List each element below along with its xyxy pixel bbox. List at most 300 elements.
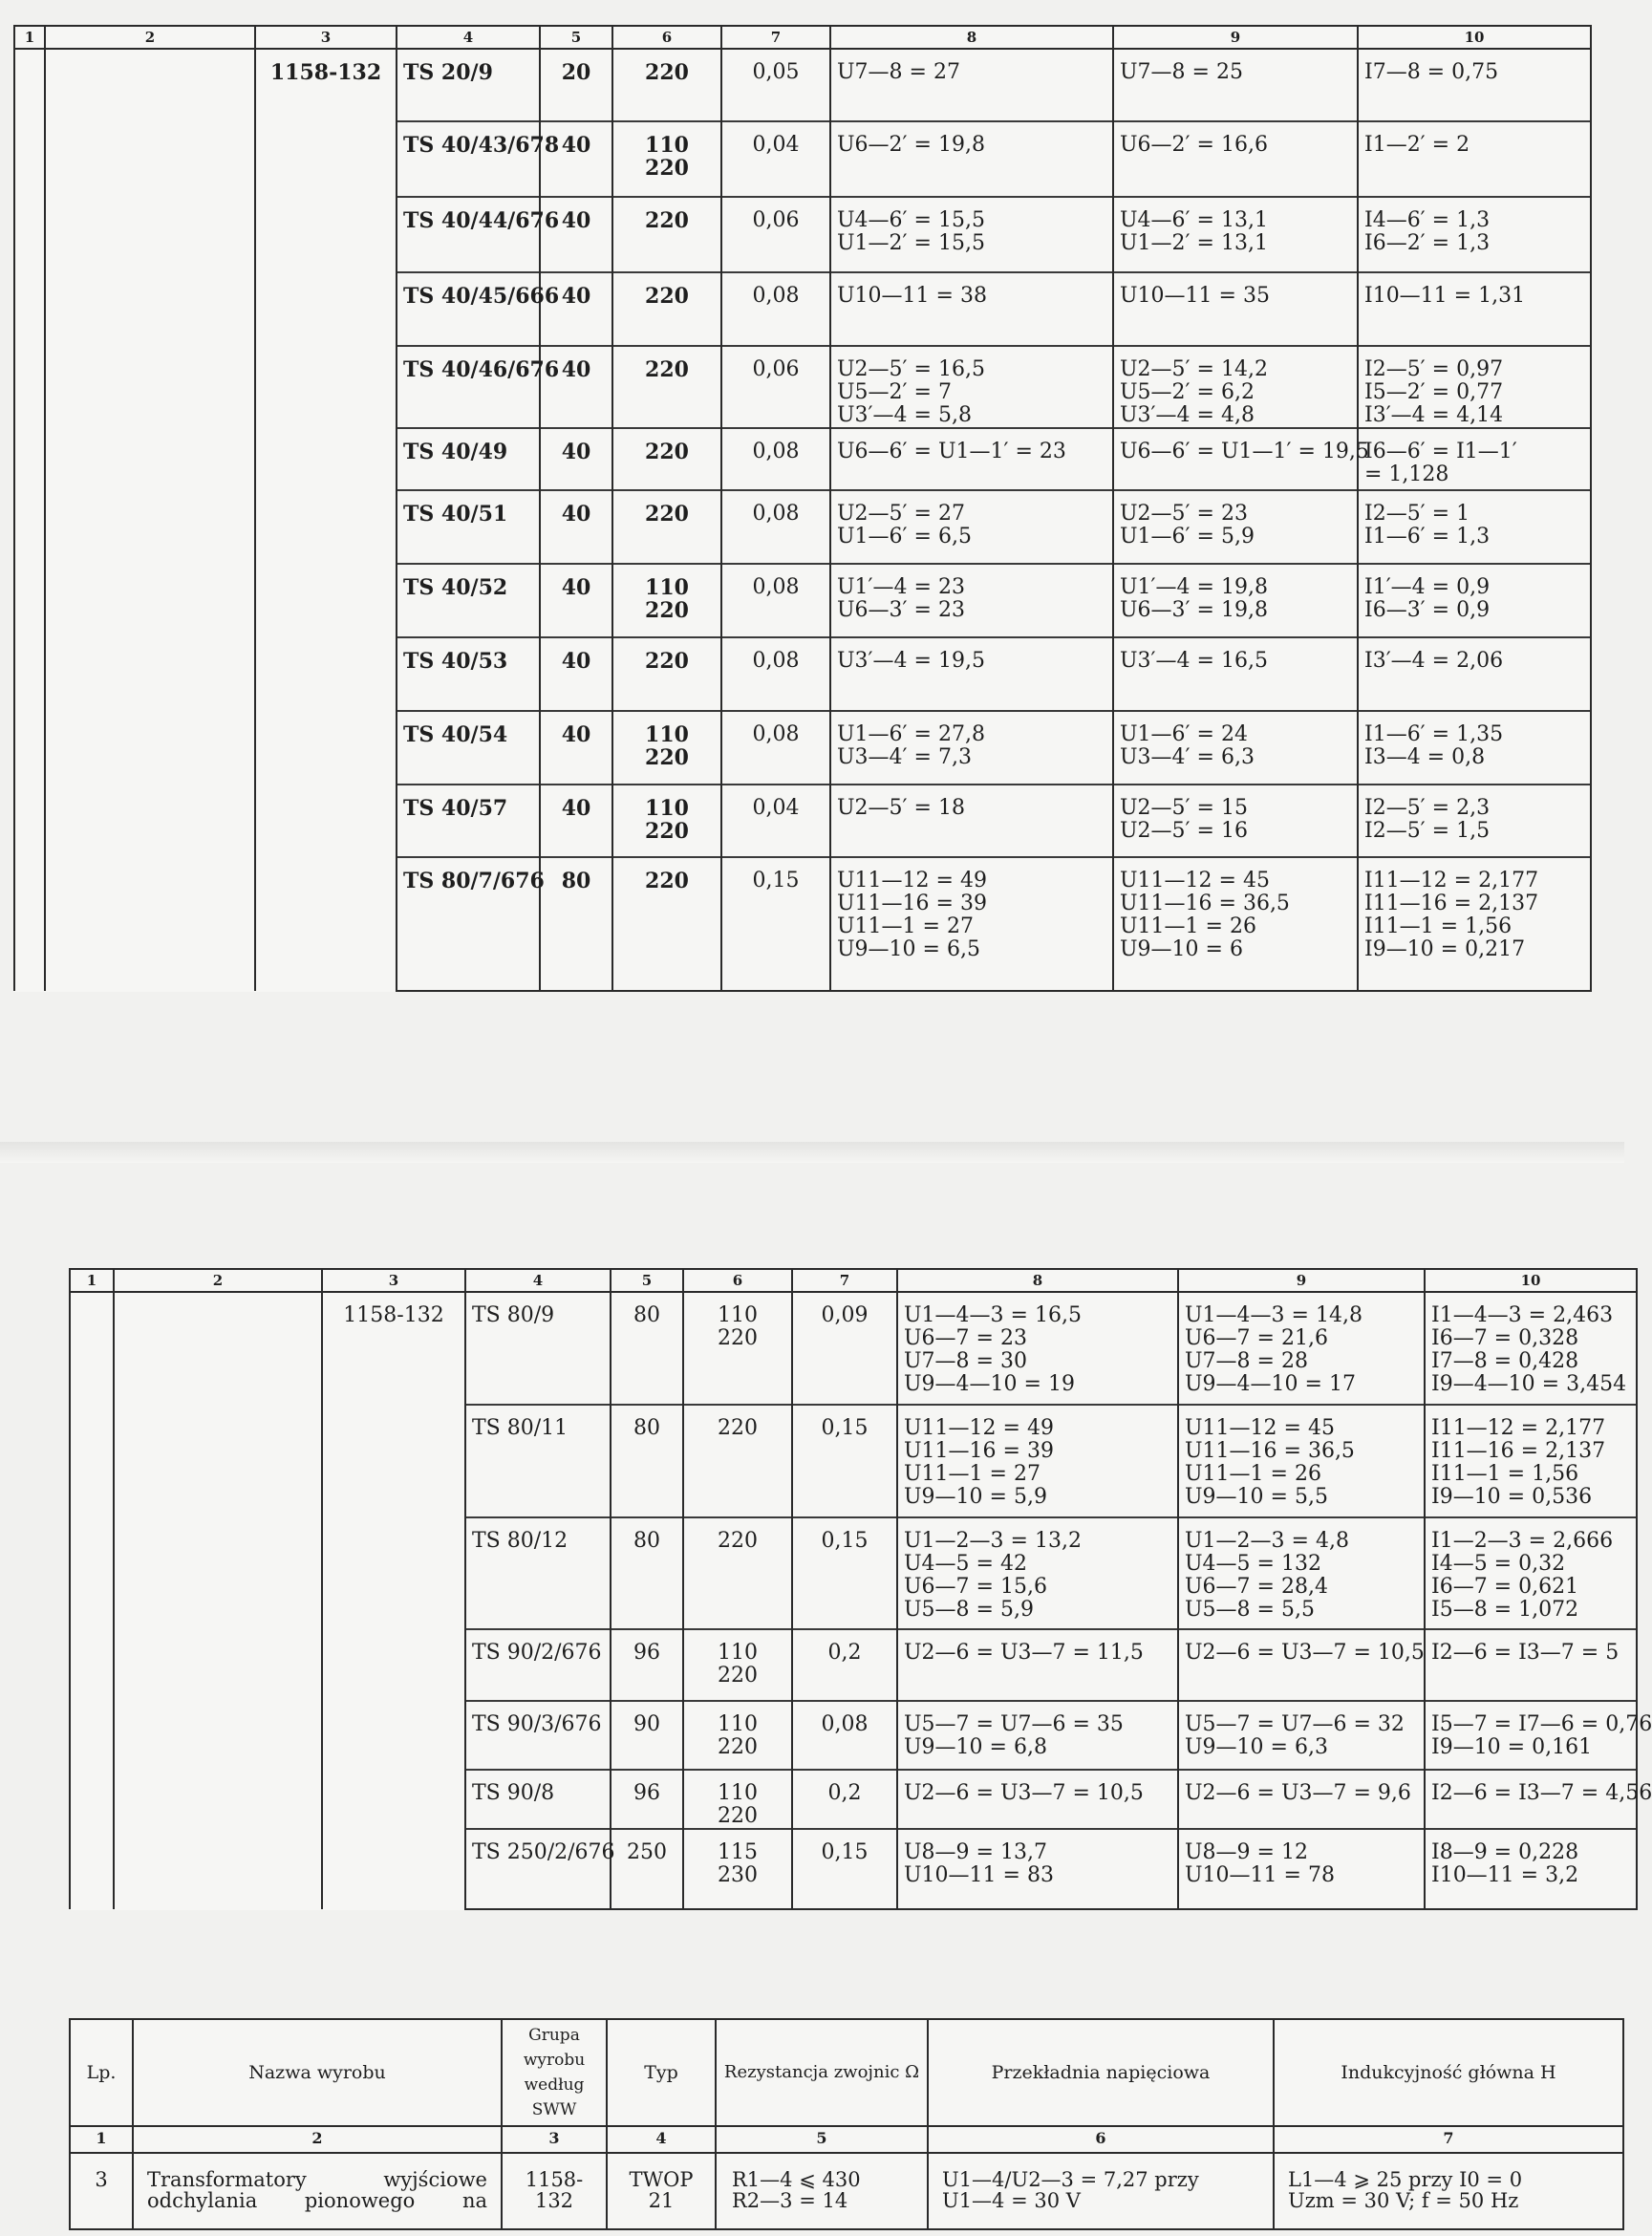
voltage-line: 220 [645,649,689,674]
merged-cell [45,49,255,991]
merged-cell [14,49,45,991]
column-number: 8 [897,1269,1178,1292]
rated-currents [1358,49,1591,121]
voltage-formula: U1—4—3 = 14,8 [1185,1303,1362,1327]
voltage-formula: U2—5′ = 15 [1120,796,1248,820]
column-number: 7 [721,26,830,49]
voltage-line: 220 [718,1416,758,1440]
transformer-type: TS 80/7/676 [397,857,540,991]
winding-resistance: 0,04 [721,121,830,197]
voltage-line: 220 [645,284,689,309]
merged-cell [114,1292,322,1909]
power-value: 80 [611,1405,683,1517]
row-voltage-ratio [928,2153,1274,2229]
voltage-line: 220 [645,502,689,527]
voltage-line: 110 [718,1781,758,1805]
voltage-formula: U1′—4 = 19,8 [1120,575,1268,599]
current-formula: I6—3′ = 0,9 [1364,598,1491,622]
product-group-cell: 1158-132 [255,49,397,991]
current-formula: I10—11 = 1,31 [1364,284,1526,308]
power-value: 250 [611,1829,683,1909]
transformer-type: TS 20/9 [397,49,540,121]
power-value: 40 [540,121,612,197]
rated-currents [1358,272,1591,346]
rated-currents [1358,857,1591,991]
no-load-voltages [830,121,1113,197]
voltage-formula: U1—6′ = 6,5 [837,525,972,548]
winding-resistance: 0,04 [721,785,830,857]
voltage-formula: U4—5 = 42 [904,1552,1027,1576]
no-load-voltages [897,1517,1178,1629]
load-voltages [1113,272,1358,346]
voltage-formula: U10—11 = 38 [837,284,987,308]
header-resistance: Rezystancja zwojnic Ω [716,2019,928,2126]
voltage-line: 220 [718,1735,758,1759]
voltage-formula: U11—1 = 27 [904,1462,1041,1486]
no-load-voltages [830,272,1113,346]
current-formula: I1—4—3 = 2,463 [1431,1303,1614,1327]
voltage-formula: U10—11 = 35 [1120,284,1270,308]
transformer-type: TS 40/46/676 [397,346,540,428]
supply-voltage [612,637,721,711]
voltage-formula: U11—16 = 36,5 [1120,892,1290,915]
voltage-line: 110 [645,575,689,600]
header-product-name: Nazwa wyrobu [133,2019,502,2126]
type-line: 21 [648,2189,675,2212]
voltage-formula: U1—2′ = 15,5 [837,231,985,255]
voltage-formula: U6—3′ = 19,8 [1120,598,1268,622]
header-type: Typ [607,2019,716,2126]
inductance-line: Uzm = 30 V; f = 50 Hz [1288,2189,1519,2212]
voltage-formula: U2—6 = U3—7 = 10,5 [1185,1641,1425,1665]
voltage-line: 220 [645,60,689,85]
voltage-formula: U5—8 = 5,5 [1185,1598,1315,1622]
voltage-formula: U2—6 = U3—7 = 11,5 [904,1641,1144,1665]
product-name-line: Transformatory wyjściowe [147,2168,487,2191]
transformer-type: TS 40/44/676 [397,197,540,272]
supply-voltage [612,711,721,785]
no-load-voltages [897,1292,1178,1405]
rated-currents [1358,564,1591,637]
winding-resistance: 0,15 [792,1517,897,1629]
transformer-type: TS 40/45/666 [397,272,540,346]
transformer-type: TS 80/12 [465,1517,611,1629]
winding-resistance: 0,08 [721,428,830,490]
resistance-line: R1—4 ⩽ 430 [732,2168,861,2191]
current-formula: = 1,128 [1364,462,1449,486]
voltage-formula: U7—8 = 27 [837,60,960,84]
load-voltages [1113,490,1358,564]
voltage-formula: U10—11 = 83 [904,1863,1054,1887]
load-voltages [1113,857,1358,991]
power-value: 96 [611,1629,683,1701]
voltage-formula: U9—4—10 = 17 [1185,1372,1356,1396]
current-formula: I5—8 = 1,072 [1431,1598,1579,1622]
power-value: 40 [540,637,612,711]
voltage-formula: U9—4—10 = 19 [904,1372,1075,1396]
voltage-formula: U6—6′ = U1—1′ = 19,5 [1120,440,1369,463]
voltage-line: 220 [718,1529,758,1553]
current-formula: I5—2′ = 0,77 [1364,380,1504,404]
winding-resistance: 0,08 [721,711,830,785]
voltage-formula: U7—8 = 28 [1185,1349,1308,1373]
voltage-line: 220 [718,1804,758,1828]
winding-resistance: 0,06 [721,197,830,272]
supply-voltage [612,490,721,564]
winding-resistance: 0,06 [721,346,830,428]
voltage-line: 220 [718,1326,758,1350]
voltage-formula: U11—1 = 26 [1185,1462,1321,1486]
transformer-type: TS 40/57 [397,785,540,857]
winding-resistance: 0,08 [721,564,830,637]
current-formula: I11—16 = 2,137 [1364,892,1539,915]
voltage-line: 220 [645,357,689,382]
voltage-formula: U3—4′ = 7,3 [837,745,972,769]
voltage-formula: U3—4′ = 6,3 [1120,745,1255,769]
type-line: TWOP [629,2168,694,2191]
header-product-group: Grupa wyrobu według SWW [502,2019,607,2126]
current-formula: I7—8 = 0,75 [1364,60,1499,84]
voltage-formula: U1—2—3 = 13,2 [904,1529,1082,1553]
current-formula: I11—16 = 2,137 [1431,1439,1606,1463]
rated-currents [1358,711,1591,785]
power-value: 40 [540,711,612,785]
footer-col-number: 1 [70,2126,133,2153]
current-formula: I6—6′ = I1—1′ [1364,440,1517,463]
voltage-formula: U1—2′ = 13,1 [1120,231,1268,255]
voltage-formula: U2—5′ = 18 [837,796,965,820]
transformer-type: TS 40/43/678 [397,121,540,197]
column-number: 2 [114,1269,322,1292]
voltage-formula: U1—6′ = 24 [1120,722,1248,746]
power-value: 96 [611,1770,683,1829]
resistance-line: R2—3 = 14 [732,2189,848,2212]
column-number: 4 [465,1269,611,1292]
current-formula: I1—6′ = 1,3 [1364,525,1491,548]
current-formula: I1′—4 = 0,9 [1364,575,1491,599]
top-transformer-table [13,25,1592,992]
column-number: 3 [322,1269,465,1292]
load-voltages [1178,1405,1425,1517]
column-number: 3 [255,26,397,49]
voltage-formula: U6—7 = 23 [904,1326,1027,1350]
supply-voltage [612,857,721,991]
column-number: 5 [540,26,612,49]
voltage-line: 110 [645,133,689,158]
current-formula: I9—10 = 0,536 [1431,1485,1593,1509]
load-voltages [1178,1701,1425,1770]
no-load-voltages [830,637,1113,711]
voltage-formula: U9—10 = 6,3 [1185,1735,1328,1759]
winding-resistance: 0,2 [792,1629,897,1701]
supply-voltage [612,272,721,346]
voltage-formula: U2—5′ = 14,2 [1120,357,1268,381]
load-voltages [1113,346,1358,428]
transformer-type: TS 40/49 [397,428,540,490]
current-formula: I1—6′ = 1,35 [1364,722,1504,746]
no-load-voltages [830,346,1113,428]
footer-col-number: 5 [716,2126,928,2153]
header-voltage-ratio: Przekładnia napięciowa [928,2019,1274,2126]
no-load-voltages [830,711,1113,785]
voltage-formula: U6—7 = 15,6 [904,1575,1047,1599]
supply-voltage [683,1405,792,1517]
footer-col-number: 6 [928,2126,1274,2153]
row-lp: 3 [70,2153,133,2229]
footer-col-number: 2 [133,2126,502,2153]
transformer-type: TS 90/8 [465,1770,611,1829]
transformer-type: TS 40/53 [397,637,540,711]
column-number: 6 [683,1269,792,1292]
voltage-formula: U11—1 = 26 [1120,914,1256,938]
power-value: 40 [540,272,612,346]
column-number: 1 [70,1269,114,1292]
no-load-voltages [830,197,1113,272]
voltage-formula: U5—7 = U7—6 = 32 [1185,1712,1405,1736]
voltage-formula: U11—12 = 45 [1185,1416,1335,1440]
no-load-voltages [897,1701,1178,1770]
rated-currents [1425,1292,1637,1405]
load-voltages [1178,1517,1425,1629]
voltage-formula: U4—6′ = 15,5 [837,208,985,232]
voltage-formula: U10—11 = 78 [1185,1863,1335,1887]
voltage-formula: U11—16 = 39 [904,1439,1054,1463]
current-formula: I1—2′ = 2 [1364,133,1470,157]
column-number: 9 [1178,1269,1425,1292]
voltage-formula: U11—12 = 45 [1120,869,1270,892]
footer-col-number: 4 [607,2126,716,2153]
voltage-formula: U2—6 = U3—7 = 9,6 [1185,1781,1411,1805]
column-number: 2 [45,26,255,49]
column-number: 4 [397,26,540,49]
current-formula: I6—2′ = 1,3 [1364,231,1491,255]
current-formula: I11—12 = 2,177 [1431,1416,1606,1440]
current-formula: I6—7 = 0,328 [1431,1326,1579,1350]
rated-currents [1425,1829,1637,1909]
rated-currents [1358,197,1591,272]
ratio-line: U1—4/U2—3 = 7,27 przy [942,2168,1199,2191]
voltage-formula: U6—7 = 28,4 [1185,1575,1328,1599]
voltage-formula: U3′—4 = 5,8 [837,403,972,427]
bottom-transformer-table [69,1268,1652,1910]
load-voltages [1113,197,1358,272]
rated-currents [1425,1770,1652,1829]
header-inductance: Indukcyjność główna H [1274,2019,1623,2126]
voltage-formula: U9—10 = 6,8 [904,1735,1047,1759]
voltage-formula: U2—5′ = 16 [1120,819,1248,843]
voltage-formula: U7—8 = 25 [1120,60,1243,84]
power-value: 80 [611,1517,683,1629]
load-voltages [1178,1770,1425,1829]
supply-voltage [612,428,721,490]
voltage-line: 220 [645,745,689,770]
voltage-formula: U5—2′ = 6,2 [1120,380,1255,404]
voltage-formula: U3′—4 = 4,8 [1120,403,1255,427]
transformer-type: TS 80/9 [465,1292,611,1405]
voltage-line: 220 [645,819,689,844]
voltage-formula: U6—2′ = 16,6 [1120,133,1268,157]
load-voltages [1113,637,1358,711]
voltage-line: 220 [645,208,689,233]
winding-resistance: 0,09 [792,1292,897,1405]
voltage-formula: U11—16 = 36,5 [1185,1439,1355,1463]
current-formula: I9—4—10 = 3,454 [1431,1372,1627,1396]
voltage-line: 110 [718,1641,758,1665]
supply-voltage [612,197,721,272]
rated-currents [1358,428,1591,490]
no-load-voltages [830,490,1113,564]
column-number: 5 [611,1269,683,1292]
current-formula: I2—5′ = 0,97 [1364,357,1504,381]
voltage-formula: U6—3′ = 23 [837,598,965,622]
voltage-line: 220 [645,440,689,464]
current-formula: I2—6 = I3—7 = 4,56 [1431,1781,1652,1805]
current-formula: I9—10 = 0,161 [1431,1735,1593,1759]
voltage-line: 220 [645,156,689,181]
voltage-formula: U11—1 = 27 [837,914,974,938]
supply-voltage [612,785,721,857]
load-voltages [1178,1629,1425,1701]
power-value: 80 [611,1292,683,1405]
no-load-voltages [830,49,1113,121]
voltage-formula: U5—7 = U7—6 = 35 [904,1712,1124,1736]
power-value: 40 [540,346,612,428]
load-voltages [1178,1292,1425,1405]
voltage-formula: U1—6′ = 5,9 [1120,525,1255,548]
voltage-line: 220 [645,598,689,623]
supply-voltage [612,121,721,197]
current-formula: I4—6′ = 1,3 [1364,208,1491,232]
winding-resistance: 0,08 [721,490,830,564]
voltage-line: 220 [645,869,689,893]
winding-resistance: 0,15 [792,1405,897,1517]
voltage-formula: U9—10 = 6,5 [837,937,980,961]
column-number: 10 [1358,26,1591,49]
transformer-type: TS 40/52 [397,564,540,637]
rated-currents [1425,1517,1637,1629]
voltage-line: 110 [718,1712,758,1736]
winding-resistance: 0,08 [792,1701,897,1770]
power-value: 90 [611,1701,683,1770]
column-number: 8 [830,26,1113,49]
voltage-formula: U11—12 = 49 [904,1416,1054,1440]
winding-resistance: 0,15 [792,1829,897,1909]
load-voltages [1113,785,1358,857]
voltage-formula: U2—5′ = 16,5 [837,357,985,381]
rated-currents [1425,1405,1637,1517]
voltage-formula: U9—10 = 5,9 [904,1485,1047,1509]
voltage-line: 110 [718,1303,758,1327]
voltage-formula: U6—6′ = U1—1′ = 23 [837,440,1066,463]
supply-voltage [683,1517,792,1629]
transformer-type: TS 80/11 [465,1405,611,1517]
voltage-formula: U9—10 = 5,5 [1185,1485,1328,1509]
column-number: 7 [792,1269,897,1292]
voltage-line: 230 [718,1863,758,1887]
power-value: 40 [540,785,612,857]
product-name-line: odchylania pionowego na [147,2189,487,2212]
current-formula: I11—12 = 2,177 [1364,869,1539,892]
voltage-line: 110 [645,722,689,747]
no-load-voltages [830,857,1113,991]
merged-cell [70,1292,114,1909]
current-formula: I3′—4 = 2,06 [1364,649,1504,673]
load-voltages [1113,711,1358,785]
supply-voltage [612,564,721,637]
no-load-voltages [897,1405,1178,1517]
current-formula: I3—4 = 0,8 [1364,745,1486,769]
voltage-formula: U5—2′ = 7 [837,380,952,404]
column-number: 9 [1113,26,1358,49]
row-product-group: 1158-132 [502,2153,607,2229]
rated-currents [1358,346,1591,428]
row-type [607,2153,716,2229]
rated-currents [1425,1701,1652,1770]
no-load-voltages [897,1829,1178,1909]
current-formula: I10—11 = 3,2 [1431,1863,1579,1887]
no-load-voltages [897,1770,1178,1829]
voltage-formula: U1—2—3 = 4,8 [1185,1529,1349,1553]
winding-resistance: 0,2 [792,1770,897,1829]
voltage-formula: U1—4—3 = 16,5 [904,1303,1082,1327]
voltage-line: 110 [645,796,689,821]
current-formula: I2—5′ = 2,3 [1364,796,1491,820]
rated-currents [1358,121,1591,197]
transformer-type: TS 250/2/676 [465,1829,611,1909]
product-group-cell: 1158-132 [322,1292,465,1909]
voltage-formula: U2—5′ = 27 [837,502,965,526]
load-voltages [1113,428,1369,490]
current-formula: I9—10 = 0,217 [1364,937,1526,961]
power-value: 40 [540,428,612,490]
row-resistance [716,2153,928,2229]
power-value: 80 [540,857,612,991]
voltage-formula: U6—2′ = 19,8 [837,133,985,157]
voltage-formula: U4—5 = 132 [1185,1552,1321,1576]
supply-voltage [683,1770,792,1829]
voltage-formula: U8—9 = 12 [1185,1840,1308,1864]
footer-col-number: 7 [1274,2126,1623,2153]
page-fold [0,1142,1624,1163]
ratio-line: U1—4 = 30 V [942,2189,1081,2212]
inductance-line: L1—4 ⩾ 25 przy I0 = 0 [1288,2168,1523,2191]
voltage-line: 115 [718,1840,758,1864]
current-formula: I2—5′ = 1,5 [1364,819,1491,843]
load-voltages [1113,564,1358,637]
supply-voltage [683,1629,792,1701]
voltage-line: 220 [718,1664,758,1688]
rated-currents [1358,637,1591,711]
row-inductance [1274,2153,1623,2229]
column-number: 6 [612,26,721,49]
current-formula: I11—1 = 1,56 [1431,1462,1579,1486]
voltage-formula: U1′—4 = 23 [837,575,965,599]
power-value: 20 [540,49,612,121]
winding-resistance: 0,05 [721,49,830,121]
load-voltages [1178,1829,1425,1909]
no-load-voltages [830,564,1113,637]
voltage-formula: U11—12 = 49 [837,869,987,892]
winding-resistance: 0,08 [721,637,830,711]
column-number: 10 [1425,1269,1637,1292]
current-formula: I7—8 = 0,428 [1431,1349,1579,1373]
voltage-formula: U1—6′ = 27,8 [837,722,985,746]
supply-voltage [683,1292,792,1405]
winding-resistance: 0,08 [721,272,830,346]
rated-currents [1358,785,1591,857]
current-formula: I5—7 = I7—6 = 0,76 [1431,1712,1652,1736]
current-formula: I2—6 = I3—7 = 5 [1431,1641,1620,1665]
